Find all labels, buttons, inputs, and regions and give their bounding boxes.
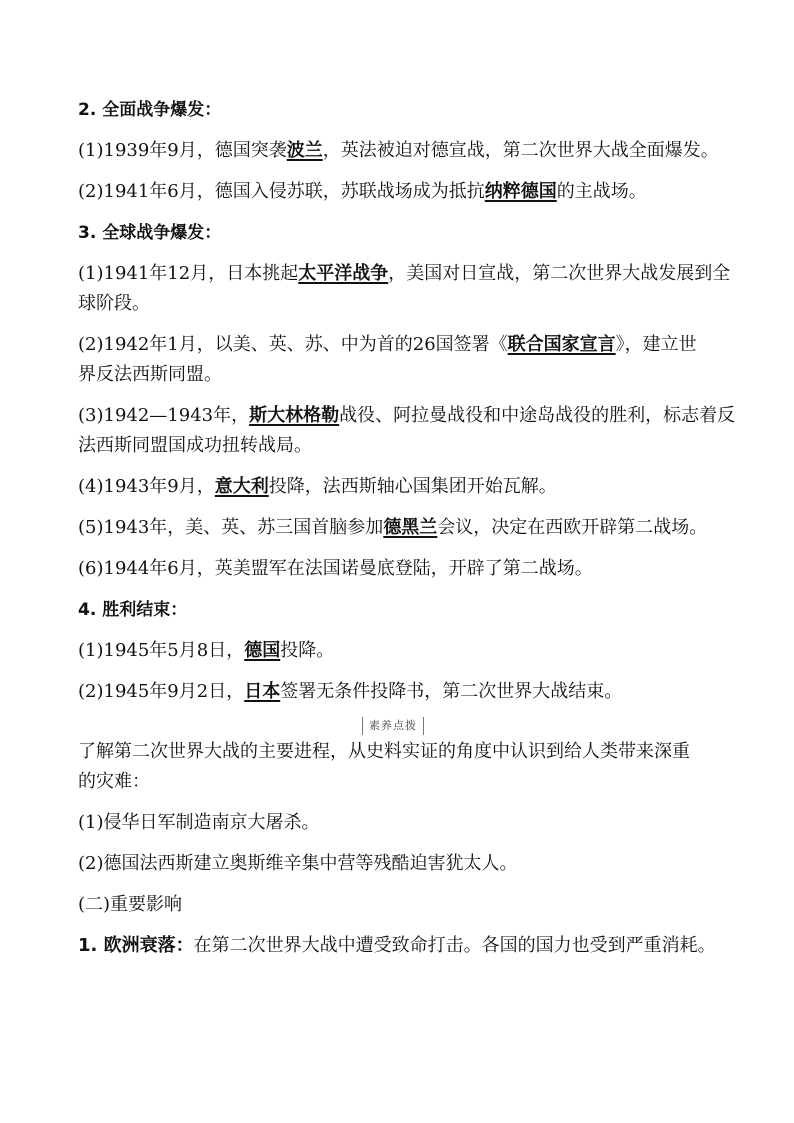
event-1942-declaration-cont: 界反法西斯同盟。 [78, 364, 222, 385]
part-heading-impact: (二)重要影响 [78, 894, 183, 915]
key-term-poland: 波兰 [286, 140, 323, 161]
event-1943-italy: (4)1943年9月，意大利投降，法西斯轴心国集团开始瓦解。 [78, 476, 557, 497]
document-page [78, 98, 736, 958]
impact-europe-decline: 1. 欧洲衰落：在第二次世界大战中遭受致命打击。各国的国力也受到严重消耗。 [78, 935, 716, 956]
event-1942-declaration: (2)1942年1月，以美、英、苏、中为首的26国签署《联合国家宣言》，建立世 [78, 334, 697, 355]
key-term-pacific-war: 太平洋战争 [298, 263, 389, 284]
event-1939-poland: (1)1939年9月，德国突袭波兰，英法被迫对德宣战，第二次世界大战全面爆发。 [78, 140, 719, 161]
event-1943-tehran: (5)1943年，美、英、苏三国首脑参加德黑兰会议，决定在西欧开辟第二战场。 [78, 517, 708, 538]
key-term-germany: 德国 [244, 640, 281, 661]
tip-intro-cont: 的灾难： [78, 771, 150, 792]
event-1945-japan: (2)1945年9月2日，日本签署无条件投降书，第二次世界大战结束。 [78, 681, 623, 702]
tip-label: 素养点拨 [362, 717, 424, 735]
section-heading-total-war: 2. 全面战争爆发： [78, 100, 222, 120]
event-1941-pacific: (1)1941年12月，日本挑起太平洋战争，美国对日宣战，第二次世界大战发展到全 [78, 263, 731, 284]
key-term-japan: 日本 [244, 681, 281, 702]
event-1942-1943-turning: (3)1942—1943年，斯大林格勒战役、阿拉曼战役和中途岛战役的胜利，标志着反 [78, 405, 736, 426]
tip-item-auschwitz: (2)德国法西斯建立奥斯维辛集中营等残酷迫害犹太人。 [78, 853, 518, 874]
key-term-stalingrad: 斯大林格勒 [249, 405, 340, 426]
key-term-nazi-germany: 纳粹德国 [484, 181, 557, 202]
key-term-italy: 意大利 [214, 476, 269, 497]
tip-label-row [78, 714, 728, 738]
section-heading-victory: 4. 胜利结束： [78, 600, 188, 620]
impact-lead: 1. 欧洲衰落： [78, 935, 194, 956]
key-term-un-declaration: 联合国家宣言 [507, 334, 616, 355]
event-1941-soviet: (2)1941年6月，德国入侵苏联，苏联战场成为抵抗纳粹德国的主战场。 [78, 181, 647, 202]
section-heading-global-war: 3. 全球战争爆发： [78, 223, 222, 243]
event-1944-normandy: (6)1944年6月，英美盟军在法国诺曼底登陆，开辟了第二战场。 [78, 558, 593, 579]
tip-intro: 了解第二次世界大战的主要进程，从史料实证的角度中认识到给人类带来深重 [78, 741, 690, 762]
key-term-tehran: 德黑兰 [383, 517, 438, 538]
event-1941-pacific-cont: 球阶段。 [78, 293, 150, 314]
event-1945-germany: (1)1945年5月8日，德国投降。 [78, 640, 335, 661]
tip-item-nanjing: (1)侵华日军制造南京大屠杀。 [78, 812, 320, 833]
event-1942-1943-turning-cont: 法西斯同盟国成功扭转战局。 [78, 435, 312, 456]
